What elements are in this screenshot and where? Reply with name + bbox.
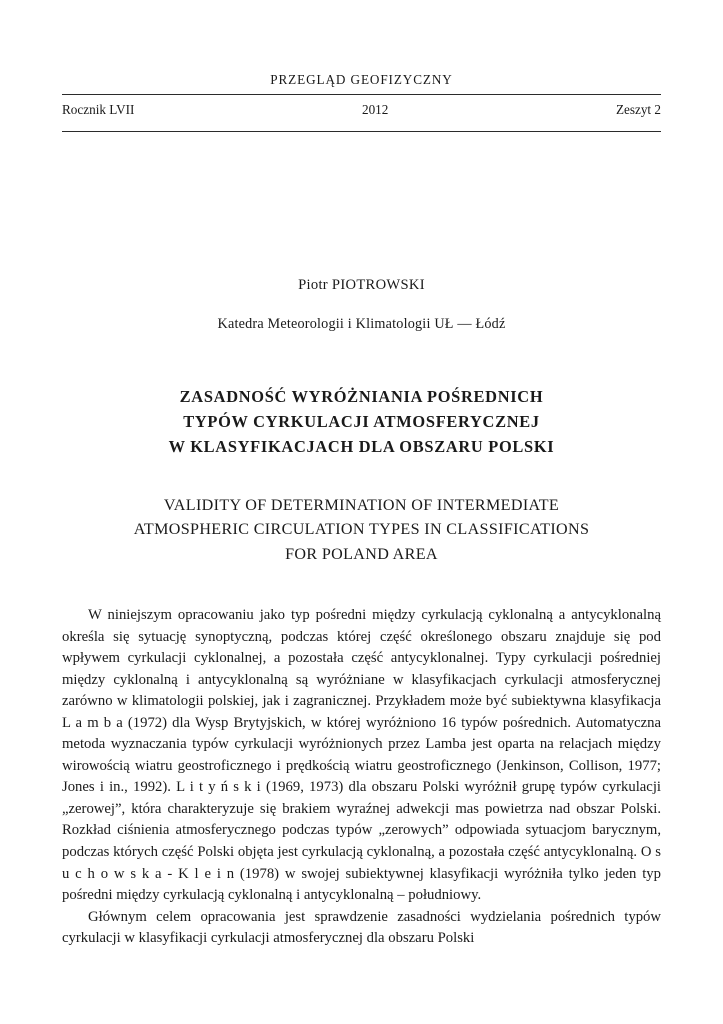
page-content <box>62 0 661 950</box>
paragraph-1: W niniejszym opracowaniu jako typ pośredni między cyrkulacją cyklonalną a antycyklonalną określa się sytuację synoptyczną, podczas której część określonego obszaru znajduje się pod wpływem cyrkulacji cyklonalnej, a pozostała część antycyklonalnej. Typy cyrkulacji pośredniej między cyklonalną i antycyklonalną są wyróżniane w klasyfikacjach cyrkulacji atmosferycznej zarówno w klimatologii polskiej, jak i zagranicznej. Przykładem może być subiektywna klasyfikacja L a m b a (1972) dla Wysp Brytyjskich, w której wyróżniono 16 typów pośrednich. Automatyczna metoda wyznaczania typów cyrkulacji wyróżnionych przez Lamba jest oparta na relacjach między wirowością wiatru geostroficznego i prędkością wiatru geostroficznego (Jenkinson, Collison, 1977; Jones i in., 1992). L i t y ń s k i (1969, 1973) dla obszaru Polski wyróżnił grupę typów cyrkulacji „zerowej”, która charakteryzuje się brakiem wyraźnej adwekcji mas powietrza nad obszar Polski. Rozkład ciśnienia atmosferycznego podczas typów „zerowych” odpowiada sytuacjom barycznym, podczas których część Polski objęta jest cyrkulacją cyklonalną, a pozostała część antycyklonalną. O s u c h o w s k a - K l e i n (1978) w swojej subiektywnej klasyfikacji wyróżniła tylko jeden typ pośredni między cyrkulacją cyklonalną i antycyklonalną – południowy. <box>62 607 661 904</box>
issue-label: Zeszyt 2 <box>615 102 661 117</box>
author-name: Piotr PIOTROWSKI <box>298 277 425 293</box>
title-polish-line-3: W KLASYFIKACJACH DLA OBSZARU POLSKI <box>168 436 555 456</box>
volume-label: Rocznik LVII <box>62 102 135 117</box>
year-label: 2012 <box>361 102 389 117</box>
title-english <box>62 494 661 567</box>
header-divider-bottom <box>62 131 661 132</box>
body-text <box>62 605 661 950</box>
author-affiliation: Katedra Meteorologii i Klimatologii UŁ — Łódź <box>217 316 506 332</box>
journal-title: PRZEGLĄD GEOFIZYCZNY <box>270 72 453 87</box>
author-block <box>62 277 661 333</box>
issue-line <box>62 95 661 125</box>
title-english-line-3: FOR POLAND AREA <box>285 545 438 563</box>
paragraph-2: Głównym celem opracowania jest sprawdzenie zasadności wydzielania pośrednich typów cyrkulacji w klasyfikacji cyrkulacji atmosferycznej dla obszaru Polski <box>62 908 661 947</box>
title-polish-line-1: ZASADNOŚĆ WYRÓŻNIANIA POŚREDNICH <box>179 387 544 406</box>
title-english-line-2: ATMOSPHERIC CIRCULATION TYPES IN CLASSIFICATIONS <box>133 521 590 539</box>
title-english-line-1: VALIDITY OF DETERMINATION OF INTERMEDIATE <box>163 496 560 514</box>
title-polish-line-2: TYPÓW CYRKULACJI ATMOSFERYCZNEJ <box>183 411 540 431</box>
title-polish <box>62 385 661 460</box>
